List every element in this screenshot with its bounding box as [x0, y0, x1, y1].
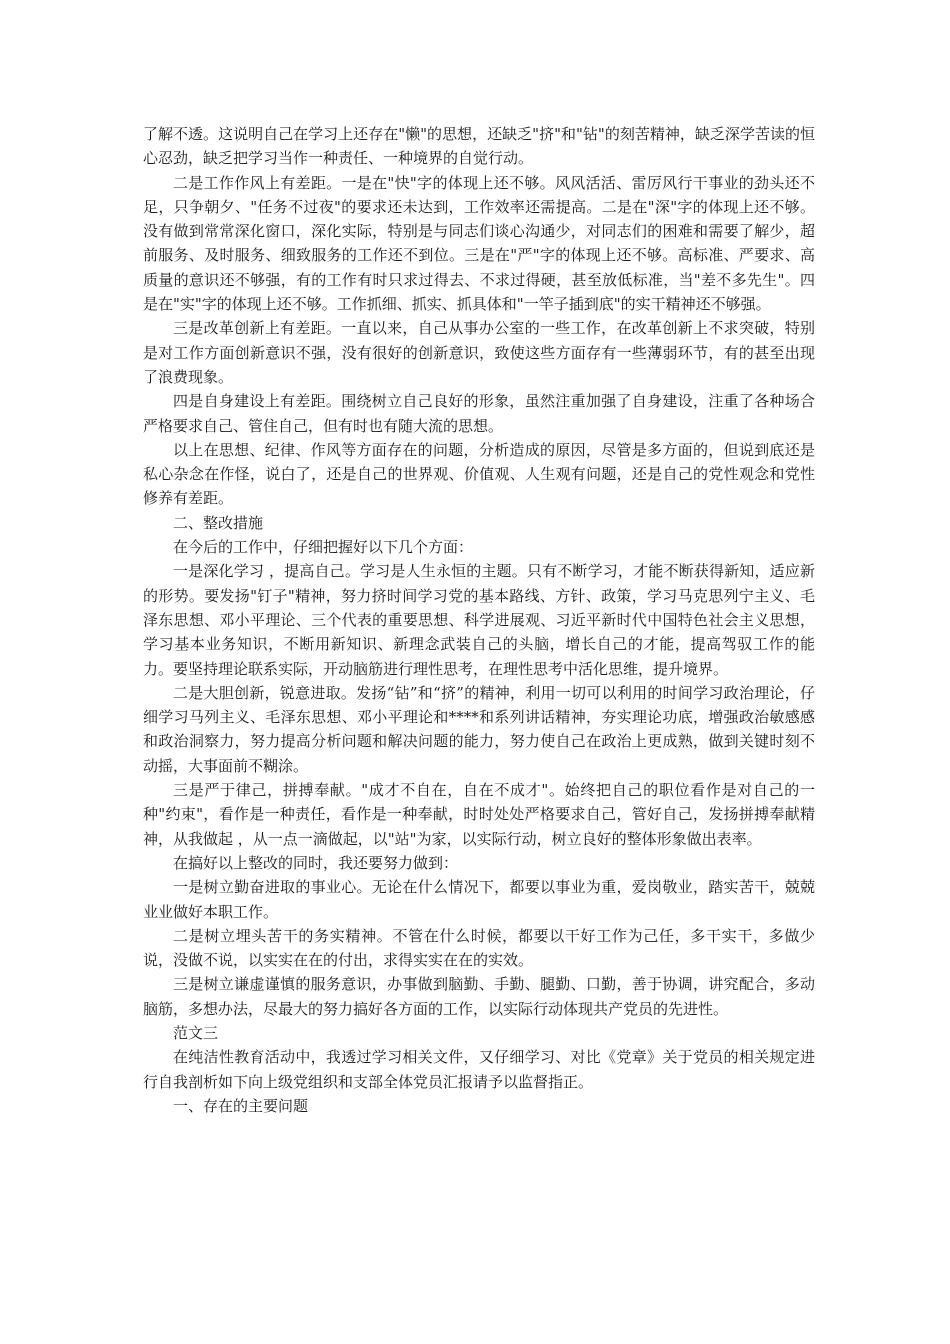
paragraph-effort-service: 三是树立谦虚谨慎的服务意识，办事做到脑勤、手勤、腿勤、口勤，善于协调，讲究配合，多动脑筋，多想办法，尽最大的努力搞好各方面的工作，以实际行动体现共产党员的先进性。 — [143, 975, 815, 1018]
heading-sample-three: 范文三 — [173, 1023, 219, 1042]
section-heading-main-problems: 一、存在的主要问题 — [173, 1096, 309, 1115]
document-page — [143, 122, 815, 1118]
paragraph-continued: 了解不透。这说明自己在学习上还存在"懒"的思想，还缺乏"挤"和"钻"的刻苦精神，缺乏深学苦读的恒心忍劲，缺乏把学习当作一种责任、一种境界的自觉行动。 — [143, 125, 815, 168]
paragraph-sample-three-intro: 在纯洁性教育活动中，我透过学习相关文件，又仔细学习、对比《党章》关于党员的相关规定进行自我剖析如下向上级党组织和支部全体党员汇报请予以监督指正。 — [143, 1048, 815, 1091]
paragraph-intro-efforts: 在搞好以上整改的同时，我还要努力做到： — [173, 853, 459, 872]
paragraph-cause-analysis: 以上在思想、纪律、作风等方面存在的问题，分析造成的原因，尽管是多方面的，但说到底还是私心杂念在作怪，说白了，还是自己的世界观、价值观、人生观有问题，还是自己的党性观念和党性修养有差距。 — [143, 440, 815, 508]
paragraph-innovation-gap: 三是改革创新上有差距。一直以来，自己从事办公室的一些工作，在改革创新上不求突破，特别是对工作方面创新意识不强，没有很好的创新意识，致使这些方面存有一些薄弱环节，有的甚至出现了浪费现象。 — [143, 319, 815, 386]
paragraph-work-style-gap: 二是工作作风上有差距。一是在"快"字的体现上还不够。风风活活、雷厉风行干事业的劲头还不足，只争朝夕、"任务不过夜"的要求还未达到，工作效率还需提高。二是在"深"字的体现上还不够。没有做到常常深化窗口，深化实际，特别是与同志们谈心沟通少，对同志们的困难和需要了解少，超前服务、及时服务、细致服务的工作还不到位。三是在"严"字的体现上还不够。高标准、严要求、高质量的意识还不够强，有的工作有时只求过得去、不求过得硬，甚至放低标准，当"差不多先生"。四是在"实"字的体现上还不够。工作抓细、抓实、抓具体和"一竿子插到底"的实干精神还不够强。 — [143, 173, 815, 314]
paragraph-effort-pragmatism: 二是树立埋头苦干的务实精神。不管在什么时候，都要以干好工作为己任，多干实干，多做少说，没做不说，以实实在在的付出，求得实实在在的实效。 — [143, 926, 815, 970]
paragraph-measure-innovate: 二是大胆创新，锐意进取。发扬“钻”和“挤”的精神，利用一切可以利用的时间学习政治理论，仔细学习马列主义、毛泽东思想、邓小平理论和****和系列讲话精神，夯实理论功底，增强政治敏感感和政治洞察力，努力提高分析问题和解决问题的能力，努力使自己在政治上更成熟，做到关键时刻不动摇，大事面前不糊涂。 — [143, 683, 815, 775]
paragraph-effort-diligence: 一是树立勤奋进取的事业心。无论在什么情况下，都要以事业为重，爱岗敬业，踏实苦干，兢兢业业做好本职工作。 — [143, 878, 815, 921]
section-heading-rectification: 二、整改措施 — [173, 513, 264, 532]
paragraph-measure-study: 一是深化学习 ，提高自己。学习是人生永恒的主题。只有不断学习，才能不断获得新知，适应新的形势。要发扬"钉子"精神，努力挤时间学习党的基本路线、方针、政策，学习马克思列宁主义、毛泽东思想、邓小平理论、三个代表的重要思想、科学进展观、习近平新时代中国特色社会主义思想，学习基本业务知识，不断用新知识、新理念武装自己的头脑，增长自己的才能，提高驾驭工作的能力。要坚持理论联系实际，开动脑筋进行理性思考，在理性思考中活化思维，提升境界。 — [143, 562, 815, 678]
paragraph-self-building-gap: 四是自身建设上有差距。围绕树立自己良好的形象，虽然注重加强了自身建设，注重了各种场合严格要求自己、管住自己，但有时也有随大流的思想。 — [143, 392, 815, 435]
paragraph-measure-discipline: 三是严于律己，拼搏奉献。"成才不自在，自在不成才"。始终把自己的职位看作是对自己的一种"约束"，看作是一种责任，看作是一种奉献，时时处处严格要求自己，管好自己，发扬拼搏奉献精神，从我做起 ，从一点一滴做起，以"站"为家，以实际行动，树立良好的整体形象做出表率。 — [143, 781, 815, 848]
paragraph-intro-measures: 在今后的工作中，仔细把握好以下几个方面： — [173, 538, 474, 557]
